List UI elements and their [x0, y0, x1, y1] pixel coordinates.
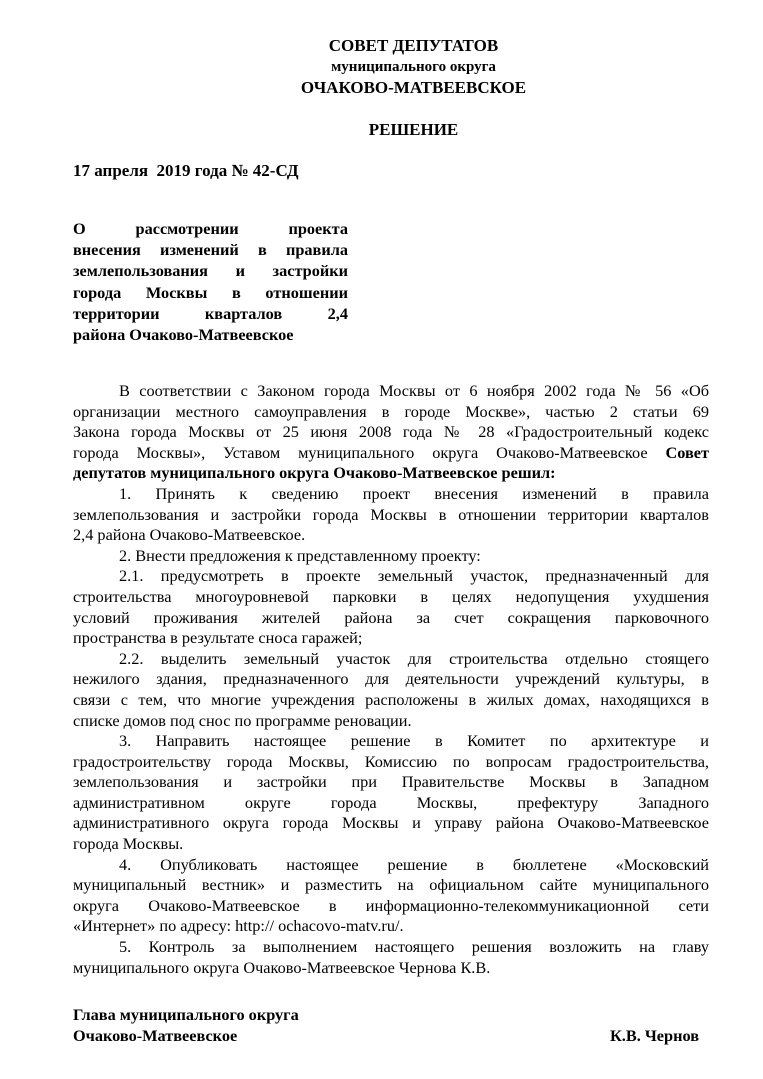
item-3-line: землепользования и застройки при Правительстве Москвы в Западном — [73, 772, 709, 792]
item-4-line: «Интернет» по адресу: http:// ochacovo-matv.ru/. — [73, 916, 404, 936]
signature-title: Глава муниципального округа — [73, 1005, 299, 1024]
preamble-bold-tail: Совет — [665, 442, 709, 462]
item-4-line: 4. Опубликовать настоящее решение в бюллетене «Московский — [119, 854, 709, 874]
district-name: ОЧАКОВО-МАТВЕЕВСКОЕ — [300, 78, 527, 97]
item-2-2-line: списке домов под снос по программе реновации. — [73, 710, 412, 730]
item-2-line: 2. Внести предложения к представленному проекту: — [119, 545, 481, 565]
document-body — [73, 381, 709, 978]
subject-block — [73, 218, 348, 345]
signature-row — [73, 1025, 699, 1046]
item-4-line: муниципальный вестник» и разместить на официальном сайте муниципального — [73, 875, 709, 895]
council-title: СОВЕТ ДЕПУТАТОВ — [328, 36, 499, 55]
preamble-line: Закона города Москвы от 25 июня 2008 года № 28 «Градостроительный кодекс — [73, 422, 709, 442]
subject-line: землепользования и застройки — [73, 261, 348, 281]
item-2-1-line: условий проживания жителей района за счет сокращения парковочного — [73, 607, 709, 627]
item-3-line: 3. Направить настоящее решение в Комитет по архитектуре и — [119, 731, 709, 751]
item-4-line: округа Очаково-Матвеевское в информационно-телекоммуникационной сети — [73, 895, 709, 915]
item-1-line: 1. Принять к сведению проект внесения изменений в правила — [119, 483, 709, 503]
item-3-line: градостроительству города Москвы, Комиссию по вопросам градостроительства, — [73, 751, 709, 771]
preamble-line: организации местного самоуправления в городе Москве», частью 2 статьи 69 — [73, 401, 709, 421]
subject-line: территории кварталов 2,4 — [73, 303, 348, 323]
date-number: 17 апреля 2019 года № 42-СД — [73, 161, 299, 180]
item-1-line: 2,4 района Очаково-Матвеевское. — [73, 525, 306, 545]
item-2-1-line: 2.1. предусмотреть в проекте земельный участок, предназначенный для — [119, 566, 709, 586]
item-2-2-line: 2.2. выделить земельный участок для строительства отдельно стоящего — [119, 648, 709, 668]
item-1-line: землепользования и застройки города Москвы в отношении территории кварталов — [73, 504, 709, 524]
item-2-2-line: связи с тем, что многие учреждения расположены в жилых домах, находящихся в — [73, 689, 709, 709]
signature-block — [73, 1004, 699, 1046]
item-2-1-line: пространства в результате сноса гаражей; — [73, 628, 363, 648]
subject-line: города Москвы в отношении — [73, 282, 348, 302]
subject-line: внесения изменений в правила — [73, 240, 348, 260]
preamble-bold-line: депутатов муниципального округа Очаково-Матвеевское решил: — [73, 463, 556, 483]
preamble-line: В соответствии с Законом города Москвы от 6 ноября 2002 года № 56 «Об — [119, 381, 709, 400]
item-5-line: 5. Контроль за выполнением настоящего решения возложить на главу — [119, 937, 709, 957]
document-type: РЕШЕНИЕ — [368, 120, 459, 139]
item-3-line: административном округе города Москвы, префектуру Западного — [73, 792, 709, 812]
preamble-line: города Москвы», Уставом муниципального округа Очаково-Матвеевское Совет — [73, 442, 709, 462]
subject-line: О рассмотрении проекта — [73, 219, 348, 238]
item-5-line: муниципального округа Очаково-Матвеевское Чернова К.В. — [73, 957, 491, 977]
signature-title-district: Очаково-Матвеевское — [73, 1026, 238, 1045]
item-3-line: административного округа города Москвы и управу района Очаково-Матвеевское — [73, 813, 709, 833]
item-2-2-line: нежилого здания, предназначенного для деятельности учреждений культуры, в — [73, 669, 709, 689]
signature-name: К.В. Чернов — [609, 1026, 699, 1045]
item-2-1-line: строительства многоуровневой парковки в целях недопущения ухудшения — [73, 586, 709, 606]
item-3-line: города Москвы. — [73, 834, 184, 854]
council-subtitle: муниципального округа — [331, 59, 496, 75]
subject-line: района Очаково-Матвеевское — [73, 325, 294, 345]
